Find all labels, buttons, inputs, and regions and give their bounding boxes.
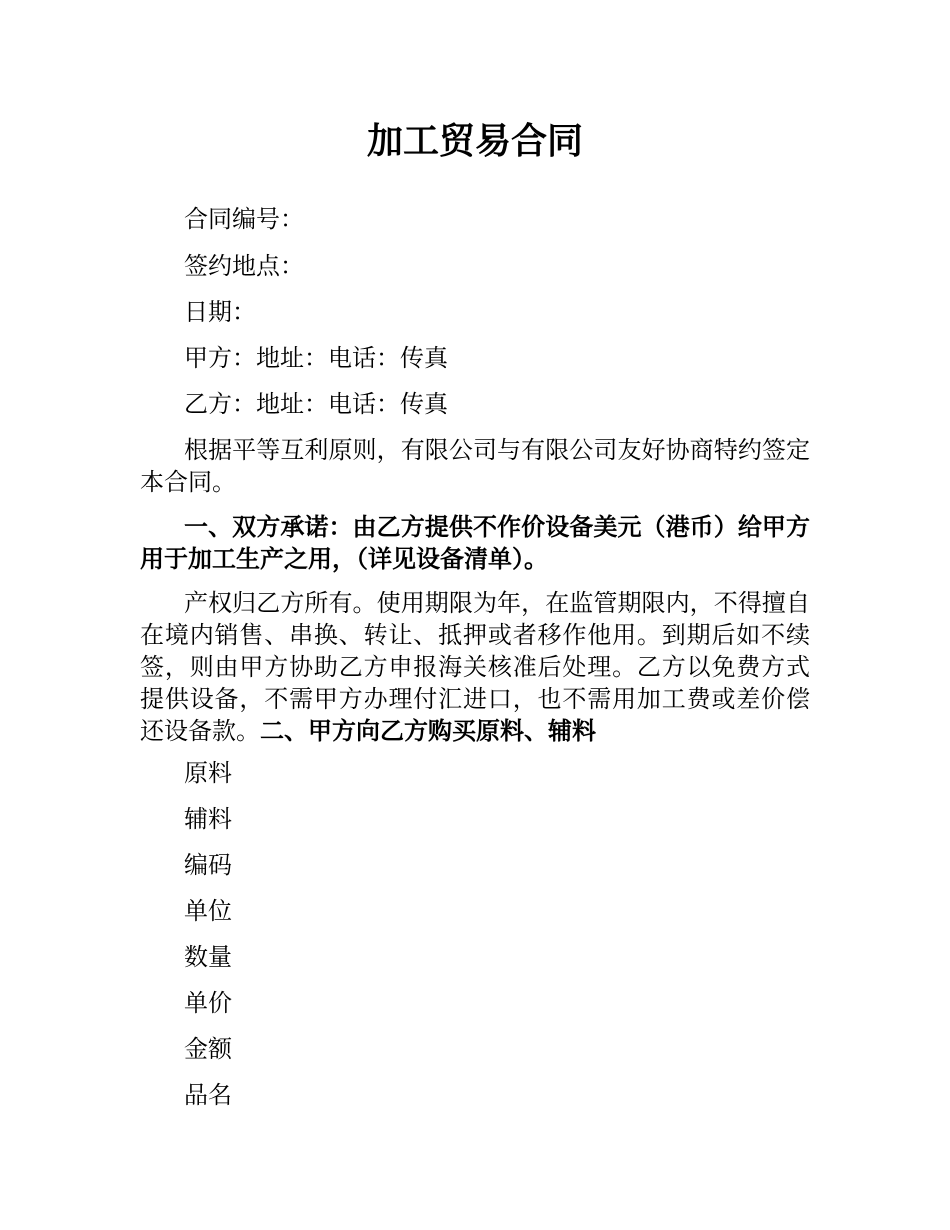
- document-title: 加工贸易合同: [366, 121, 583, 162]
- materials-list-item: 品名: [184, 1081, 232, 1109]
- materials-list-item: 金额: [184, 1035, 232, 1063]
- materials-list-item: 单价: [184, 989, 232, 1017]
- clause-1-body-text: 产权归乙方所有。使用期限为年，在监管期限内，不得擅自在境内销售、串换、转让、抵押或者移作他用。到期后如不续签，则由甲方协助乙方申报海关核准后处理。乙方以免费方式提供设备，不需甲方办理付汇进口，也不需用加工费或差价偿还设备款。: [140, 589, 810, 745]
- materials-list-item: 单位: [184, 897, 232, 925]
- clause-1-heading: 一、双方承诺：由乙方提供不作价设备美元（港币）给甲方用于加工生产之用，（详见设备清单）。: [140, 512, 810, 573]
- signing-place-field: 签约地点：: [184, 252, 304, 280]
- party-a-info: 甲方：地址：电话：传真: [184, 344, 448, 372]
- materials-list-item: 原料: [184, 759, 232, 787]
- intro-paragraph: 根据平等互利原则，有限公司与有限公司友好协商特约签定本合同。: [140, 436, 810, 496]
- materials-list-item: 辅料: [184, 805, 232, 833]
- materials-list-item: 数量: [184, 943, 232, 971]
- materials-list-item: 编码: [184, 851, 232, 879]
- date-field: 日期：: [184, 298, 256, 326]
- clause-2-heading: 二、甲方向乙方购买原料、辅料: [260, 716, 596, 745]
- contract-number-field: 合同编号：: [184, 205, 304, 233]
- party-b-info: 乙方：地址：电话：传真: [184, 390, 448, 418]
- clause-1-body: [140, 587, 810, 747]
